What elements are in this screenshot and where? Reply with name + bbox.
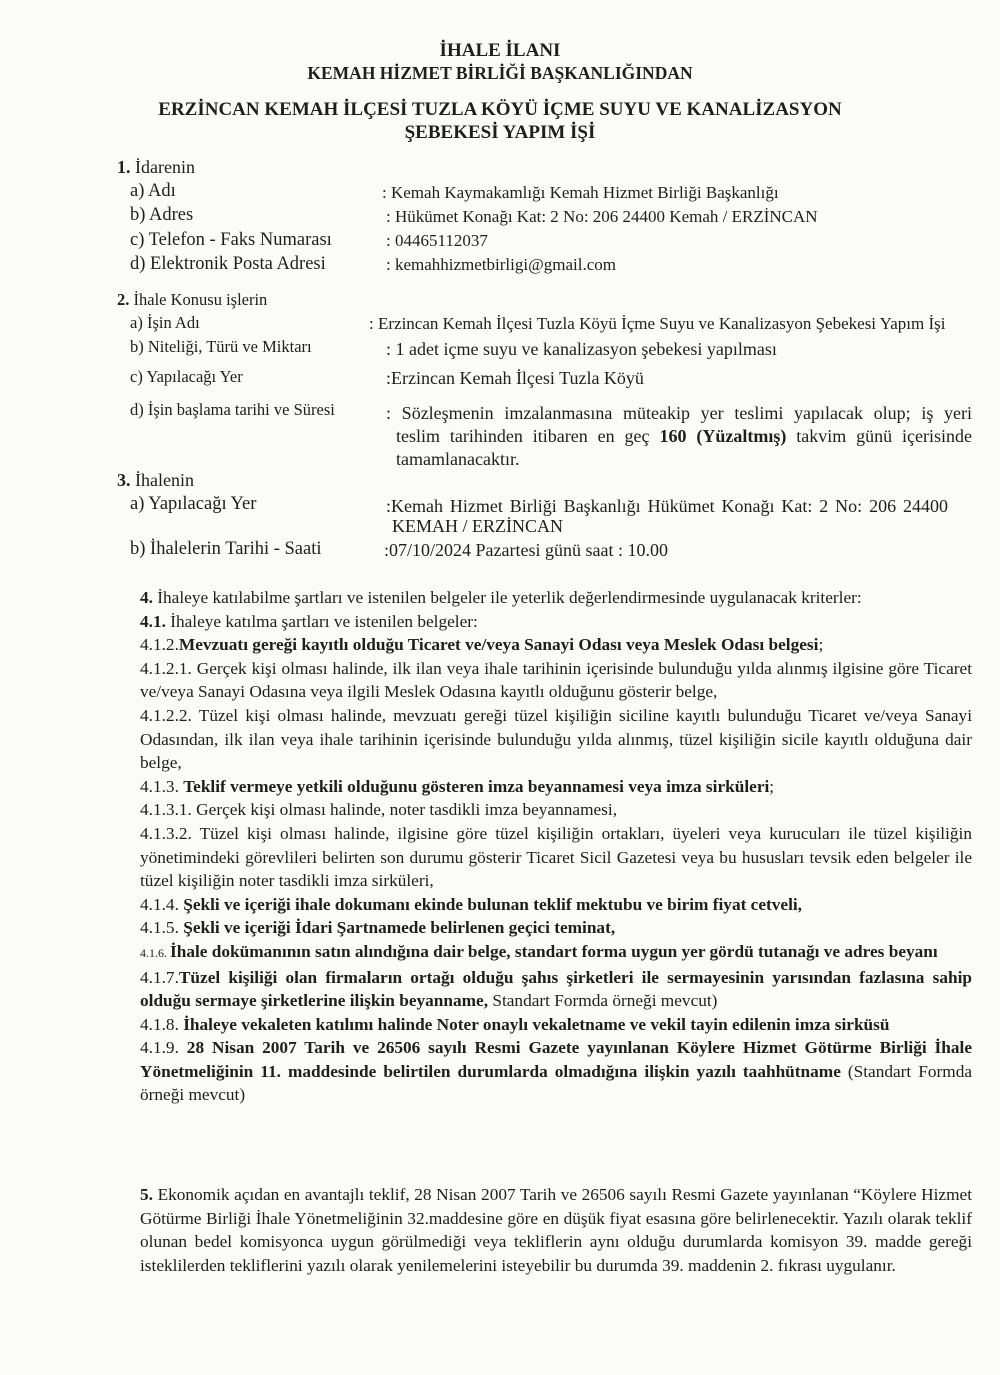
- item-4-1-2-1: 4.1.2.1. Gerçek kişi olması halinde, ilk ilan veya ihale tarihinin içerisinde bulunduğu yılda alınmış ilgisine göre Ticaret ve/veya Sanayi Odasına veya ilgili Meslek Odasına kayıtlı olduğunu gösterir belge,: [140, 658, 972, 702]
- section3-value-b: :07/10/2024 Pazartesi günü saat : 10.00: [384, 540, 668, 560]
- section2-value-b: : 1 adet içme suyu ve kanalizasyon şebekesi yapılması: [386, 339, 777, 359]
- section2-value-d-line1: : Sözleşmenin imzalanmasına müteakip yer teslimi yapılacak olup; iş yeri: [386, 403, 972, 423]
- section4-block: [140, 586, 972, 1107]
- item-4-1-6: 4.1.6. İhale dokümanının satın alındığına dair belge, standart forma uygun yer gördü tutanağı ve adres beyanı: [140, 941, 938, 961]
- section2-value-d-line3: tamamlanacaktır.: [396, 449, 520, 469]
- section5-text: 5. Ekonomik açıdan en avantajlı teklif, 28 Nisan 2007 Tarih ve 26506 sayılı Resmi Gazete yayınlanan “Köylere Hizmet Götürme Birliği İhale Yönetmeliğinin 32.maddesine göre en düşük fiyat esasına göre belirlenecektir. Yazılı olarak teklif olunan bedel komisyonca uygun görülmediği veya tekliflerin aynı olduğu durumlarda komisyon 39. madde gereği isteklilerden tekliflerini yazılı olarak yenilemelerini isteyebilir bu durumda 39. maddenin 2. fıkrası uygulanır.: [140, 1185, 972, 1275]
- section3-label-b: b) İhalelerin Tarihi - Saati: [130, 539, 322, 559]
- section3-value-a-line2: KEMAH / ERZİNCAN: [392, 516, 563, 536]
- section1-label-c: c) Telefon - Faks Numarası: [130, 230, 332, 250]
- section2-value-d-line2: teslim tarihinden itibaren en geç 160 (Yüzaltmış) takvim günü içerisinde: [396, 426, 972, 446]
- item-4-1-3-2: 4.1.3.2. Tüzel kişi olması halinde, ilgisine göre tüzel kişiliğin ortakları, üyeleri veya kurucuları ile tüzel kişiliğin yönetimindeki görevlileri belirten son durumu gösterir Ticaret Sicil Gazetesi veya bu hususları tevsik eden belgeler ile tüzel kişiliğin noter tasdikli imza sirküleri,: [140, 823, 972, 891]
- section3-value-a-line1: :Kemah Hizmet Birliği Başkanlığı Hükümet Konağı Kat: 2 No: 206 24400: [386, 496, 948, 516]
- section1-label-d: d) Elektronik Posta Adresi: [130, 254, 326, 274]
- section2-heading: 2. İhale Konusu işlerin: [117, 290, 268, 309]
- item-4-1-7: 4.1.7.Tüzel kişiliği olan firmaların ortağı olduğu şahıs şirketleri ile sermayesinin yarısından fazlasına sahip olduğu sermaye şirketlerine ilişkin beyanname, Standart Formda örneği mevcut): [140, 967, 972, 1011]
- section3-label-a: a) Yapılacağı Yer: [130, 494, 257, 514]
- section1-value-a: : Kemah Kaymakamlığı Kemah Hizmet Birliği Başkanlığı: [382, 183, 779, 202]
- project-title-line2: ŞEBEKESİ YAPIM İŞİ: [404, 122, 596, 143]
- project-title-line1: ERZİNCAN KEMAH İLÇESİ TUZLA KÖYÜ İÇME SUYU VE KANALİZASYON: [158, 99, 842, 120]
- section2-label-a: a) İşin Adı: [130, 313, 200, 332]
- section1-heading: 1. İdarenin: [117, 157, 195, 177]
- item-4-1: 4.1. İhaleye katılma şartları ve istenilen belgeler:: [140, 611, 478, 631]
- item-4-1-4: 4.1.4. Şekli ve içeriği ihale dokumanı ekinde bulunan teklif mektubu ve birim fiyat cetveli,: [140, 894, 802, 914]
- item-4-1-2: 4.1.2.Mevzuatı gereği kayıtlı olduğu Ticaret ve/veya Sanayi Odası veya Meslek Odası belgesi;: [140, 635, 824, 655]
- item-4-1-3: 4.1.3. Teklif vermeye yetkili olduğunu gösteren imza beyannamesi veya imza sirküleri;: [140, 776, 775, 796]
- section1-label-a: a) Adı: [130, 181, 176, 201]
- section2-label-d: d) İşin başlama tarihi ve Süresi: [130, 400, 335, 419]
- item-4-1-3-1: 4.1.3.1. Gerçek kişi olması halinde, noter tasdikli imza beyannamesi,: [140, 800, 618, 820]
- section1-label-b: b) Adres: [130, 205, 194, 225]
- section2-value-c: :Erzincan Kemah İlçesi Tuzla Köyü: [386, 368, 644, 388]
- section3-heading: 3. İhalenin: [117, 470, 194, 490]
- section2-label-c: c) Yapılacağı Yer: [130, 367, 243, 386]
- section4-intro: 4. İhaleye katılabilme şartları ve istenilen belgeler ile yeterlik değerlendirmesinde uygulanacak kriterler:: [140, 588, 862, 607]
- section5-block: [140, 1183, 972, 1277]
- section1-value-c: : 04465112037: [386, 231, 488, 250]
- section2-value-a: : Erzincan Kemah İlçesi Tuzla Köyü İçme Suyu ve Kanalizasyon Şebekesi Yapım İşi: [369, 314, 946, 333]
- section1-value-d: : kemahhizmetbirligi@gmail.com: [386, 255, 616, 274]
- item-4-1-8: 4.1.8. İhaleye vekaleten katılımı halinde Noter onaylı vekaletname ve vekil tayin edilenin imza sirküsü: [140, 1014, 890, 1034]
- section2-label-b: b) Niteliği, Türü ve Miktarı: [130, 337, 312, 356]
- notice-title: İHALE İLANI: [439, 40, 561, 61]
- item-4-1-2-2: 4.1.2.2. Tüzel kişi olması halinde, mevzuatı gereği tüzel kişiliğin siciline kayıtlı bulunduğu Ticaret ve/veya Sanayi Odasından, ilk ilan veya ihale tarihinin içerisinde bulunduğu yılda alınmış, tüzel kişiliğin sicile kayıtlı olduğuna dair belge,: [140, 705, 972, 773]
- item-4-1-9: 4.1.9. 28 Nisan 2007 Tarih ve 26506 sayılı Resmi Gazete yayınlanan Köylere Hizmet Götürme Birliği İhale Yönetmeliğinin 11. maddesinde belirtilen durumlarda olmadığına ilişkin yazılı taahhütname (Standart Formda örneği mevcut): [140, 1038, 973, 1105]
- item-4-1-5: 4.1.5. Şekli ve içeriği İdari Şartnamede belirlenen geçici teminat,: [140, 918, 616, 938]
- issuer-title: KEMAH HİZMET BİRLİĞİ BAŞKANLIĞINDAN: [307, 63, 693, 83]
- section1-value-b: : Hükümet Konağı Kat: 2 No: 206 24400 Kemah / ERZİNCAN: [386, 207, 818, 226]
